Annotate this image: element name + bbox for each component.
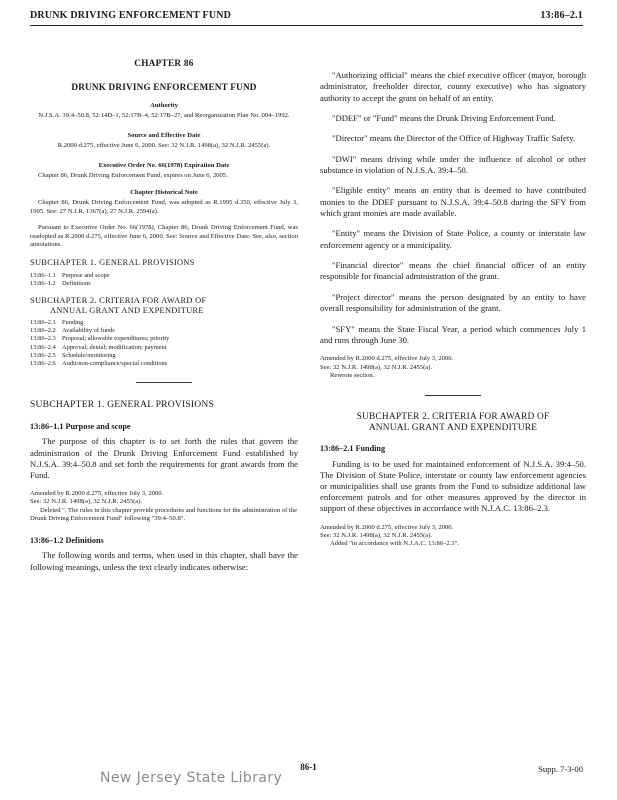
definition-financial-director: "Financial director" means the chief financial officer of an entity responsible for financial administration of the grant. — [320, 260, 586, 282]
right-column — [320, 70, 586, 561]
authority-text: N.J.S.A. 39:4–50.8, 52:14D–1, 52:17B–4, 52:17B–27, and Reorganization Plan No. 004–1992. — [38, 112, 290, 120]
section-2-1-history — [320, 524, 586, 549]
toc-item-number: 13:86–2.4 — [30, 343, 56, 351]
header-section-number: 13:86–2.1 — [540, 10, 583, 21]
section-1-2-history — [320, 355, 586, 380]
subchapter-2-heading-line-2: ANNUAL GRANT AND EXPENDITURE — [368, 422, 538, 433]
toc-item-number: 13:86–2.5 — [30, 351, 56, 359]
section-1-2-heading: 13:86–1.2 Definitions — [30, 535, 104, 545]
history-line: See: 32 N.J.R. 1498(a), 32 N.J.R. 2455(a). — [30, 498, 143, 506]
definition-sfy: "SFY" means the State Fiscal Year, a period which commences July 1 and runs through June 30. — [320, 323, 586, 345]
historical-note-para-1: Chapter 86, Drunk Driving Enforcement Fund, was adopted as R.1995 d.350, effective July 3, 1995. See: 27 N.J.R. 1367(a), 27 N.J.R. 2594(a). — [30, 199, 298, 215]
toc-item-title: Funding — [62, 319, 84, 327]
running-header — [30, 10, 583, 26]
section-1-1-heading: 13:86–1.1 Purpose and scope — [30, 421, 131, 431]
toc-subchapter-2-title-line-1: SUBCHAPTER 2. CRITERIA FOR AWARD OF — [30, 295, 207, 305]
toc-item-title: Availability of funds — [62, 327, 115, 335]
history-line: See: 32 N.J.R. 1498(a), 32 N.J.R. 2455(a). — [320, 363, 433, 371]
toc-subchapter-1-title: SUBCHAPTER 1. GENERAL PROVISIONS — [30, 257, 195, 267]
toc-item — [30, 360, 298, 368]
executive-order-text: Chapter 86, Drunk Driving Enforcement Fund, expires on June 6, 2005. — [38, 172, 228, 180]
history-line: Deleted ". The rules in this chapter provide procedures and functions for the administration of the Drunk Driving Enforcement Fund" following "39:4–50.8". — [30, 506, 298, 523]
section-divider — [425, 395, 481, 396]
history-line: Rewrote section. — [330, 372, 375, 380]
toc-item-number: 13:86–1.2 — [30, 279, 56, 287]
history-line: Amended by R.2000 d.275, effective July 3, 2000. — [320, 355, 454, 363]
toc-subchapter-2-title-line-2: ANNUAL GRANT AND EXPENDITURE — [50, 306, 204, 316]
source-text: R.2000 d.275, effective June 6, 2000. See: 32 N.J.R. 1498(a), 32 N.J.R. 2455(a). — [57, 142, 271, 150]
toc-item-title: Definitions — [62, 279, 91, 287]
authority-heading: Authority — [150, 101, 178, 109]
toc-item-title: Proposal; allowable expenditures; priority — [62, 335, 170, 343]
section-divider — [136, 382, 192, 383]
definition-entity: "Entity" means the Division of State Police, a county or interstate law enforcement agency or a municipality. — [320, 228, 586, 250]
toc-item — [30, 272, 298, 280]
source-heading: Source and Effective Date — [127, 131, 201, 139]
toc-subchapter-2-title — [30, 296, 298, 316]
definition-authorizing-official: "Authorizing official" means the chief executive officer (mayor, borough administrator, freeholder director, county executive) who has signatory authority to accept the grant on behalf of an entity. — [320, 70, 586, 103]
subchapter-1-heading: SUBCHAPTER 1. GENERAL PROVISIONS — [30, 399, 215, 411]
definition-dwi: "DWI" means driving while under the influence of alcohol or other substance in violation of N.J.S.A. 39:4–50. — [320, 153, 586, 176]
executive-order-heading: Executive Order No. 66(1978) Expiration Date — [98, 161, 230, 169]
chapter-title: DRUNK DRIVING ENFORCEMENT FUND — [71, 81, 257, 92]
toc-item-number: 13:86–2.3 — [30, 335, 56, 343]
library-watermark: New Jersey State Library — [100, 770, 283, 786]
definition-ddef: "DDEF" or "Fund" means the Drunk Driving Enforcement Fund. — [332, 113, 556, 124]
history-line: Amended by R.2000 d.275, effective July 3, 2000. — [320, 523, 454, 531]
toc-item-title: Purpose and scope — [62, 271, 110, 279]
definition-director: "Director" means the Director of the Office of Highway Traffic Safety. — [332, 133, 576, 144]
toc-item-number: 13:86–2.2 — [30, 327, 56, 335]
definition-eligible-entity: "Eligible entity" means an entity that is deemed to have contributed monies to the DDEF pursuant to N.J.S.A. 39:4–50.8 during the SFY from which grant monies are made available. — [320, 185, 586, 219]
history-line: Added "in accordance with N.J.A.C. 13:86–2.3". — [330, 540, 459, 548]
definition-project-director: "Project director" means the person designated by an entity to have overall responsibility for administration of the grant. — [320, 291, 586, 314]
historical-note-para-2: Pursuant to Executive Order No. 66(1978), Chapter 86, Drunk Driving Enforcement Fund, was readopted as R.2000 d.275, effective June 6, 2000. See: Source and Effective Date. See, also, section annotations. — [30, 224, 298, 249]
historical-note-heading: Chapter Historical Note — [130, 188, 198, 196]
toc-item-title: Approval; denial; modification; payment — [62, 343, 167, 351]
toc-item — [30, 335, 298, 343]
header-rule — [30, 25, 583, 26]
chapter-number: CHAPTER 86 — [134, 58, 194, 68]
toc-item-number: 13:86–2.1 — [30, 319, 56, 327]
toc-item-number: 13:86–2.6 — [30, 360, 56, 368]
toc-item — [30, 319, 298, 327]
toc-item — [30, 280, 298, 288]
supplement-date: Supp. 7-3-00 — [538, 764, 583, 774]
toc-item-title: Audit/non-compliance/special conditions — [62, 360, 168, 368]
toc-item-title: Schedule/monitoring — [62, 351, 116, 359]
history-line: Amended by R.2000 d.275, effective July 3, 2000. — [30, 490, 164, 498]
history-line: See: 32 N.J.R. 1498(a), 32 N.J.R. 2455(a). — [320, 532, 433, 540]
section-1-1-history — [30, 490, 298, 524]
left-column — [30, 58, 298, 582]
subchapter-2-heading — [320, 412, 586, 435]
section-2-1-heading: 13:86–2.1 Funding — [320, 444, 386, 454]
section-1-1-body: The purpose of this chapter is to set forth the rules that govern the administration of the Drunk Driving Enforcement Fund established by N.J.S.A. 39:4–50.8 and set forth the requirements for grant awards from the Fund. — [30, 436, 298, 480]
toc-item-number: 13:86–1.1 — [30, 271, 56, 279]
toc-item — [30, 352, 298, 360]
toc-subchapter-2-list — [30, 319, 298, 368]
section-1-2-body: The following words and terms, when used in this chapter, shall have the following meanings, unless the text clearly indicates otherwise: — [30, 550, 298, 572]
page-number: 86-1 — [300, 762, 317, 772]
section-2-1-body: Funding is to be used for maintained enforcement of N.J.S.A. 39:4–50. The Division of State Police, interstate or county law enforcement agencies or municipalities shall use grants from the Fund to subsidize additional law enforcement patrols and for other measures approved by the director in support of these objectives in accordance with N.J.A.C. 13:86–2.3. — [320, 458, 586, 514]
toc-subchapter-1-list — [30, 272, 298, 288]
header-title: DRUNK DRIVING ENFORCEMENT FUND — [30, 10, 232, 21]
subchapter-2-heading-line-1: SUBCHAPTER 2. CRITERIA FOR AWARD OF — [356, 411, 550, 422]
toc-item — [30, 344, 298, 352]
toc-item — [30, 327, 298, 335]
